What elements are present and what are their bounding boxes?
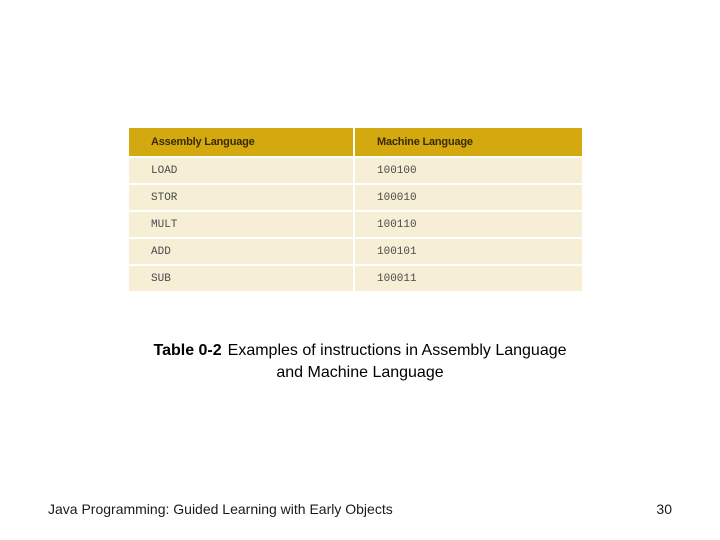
caption-line-1 bbox=[0, 340, 720, 362]
table-row bbox=[129, 183, 582, 210]
assembly-cell: LOAD bbox=[129, 156, 355, 183]
assembly-cell: ADD bbox=[129, 237, 355, 264]
instruction-table-container bbox=[129, 128, 582, 293]
instruction-table bbox=[129, 128, 582, 291]
table-caption bbox=[0, 340, 720, 384]
assembly-cell: SUB bbox=[129, 264, 355, 291]
header-assembly-language: Assembly Language bbox=[129, 128, 355, 156]
table-row bbox=[129, 264, 582, 291]
machine-cell: 100101 bbox=[355, 237, 582, 264]
caption-text-1: Examples of instructions in Assembly Language bbox=[227, 342, 567, 359]
machine-cell: 100110 bbox=[355, 210, 582, 237]
footer-page-number: 30 bbox=[656, 501, 672, 517]
caption-label: Table 0-2 bbox=[153, 342, 222, 359]
machine-cell: 100100 bbox=[355, 156, 582, 183]
table-row bbox=[129, 210, 582, 237]
table-header-row bbox=[129, 128, 582, 156]
caption-text-2: and Machine Language bbox=[276, 364, 444, 381]
table-row bbox=[129, 156, 582, 183]
assembly-cell: STOR bbox=[129, 183, 355, 210]
machine-cell: 100010 bbox=[355, 183, 582, 210]
header-machine-language: Machine Language bbox=[355, 128, 582, 156]
footer-book-title: Java Programming: Guided Learning with Early Objects bbox=[48, 501, 393, 517]
table-row bbox=[129, 237, 582, 264]
assembly-cell: MULT bbox=[129, 210, 355, 237]
machine-cell: 100011 bbox=[355, 264, 582, 291]
